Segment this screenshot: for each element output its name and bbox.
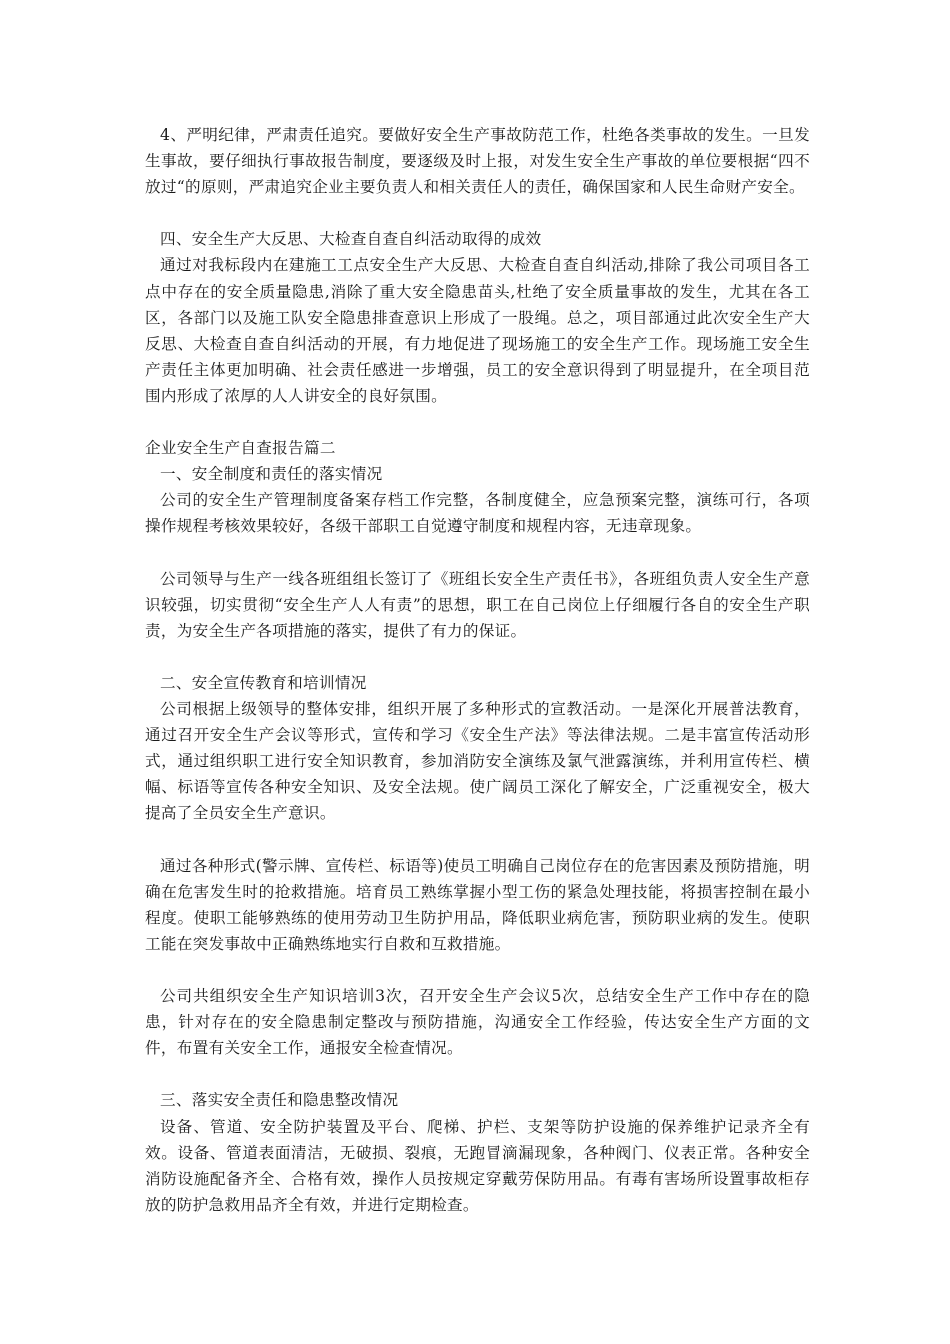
paragraph-warning-signs: 通过各种形式(警示牌、宣传栏、标语等)使员工明确自己岗位存在的危害因素及预防措施，明确在危害发生时的抢救措施。培育员工熟练掌握小型工伤的紧急处理技能，将损害控制在最小程度。使职工能够熟练的使用劳动卫生防护用品，降低职业病危害，预防职业病的发生。使职工能在突发事故中正确熟练地实行自救和互救措施。 — [145, 856, 810, 953]
paragraph-education: 公司根据上级领导的整体安排，组织开展了多种形式的宣教活动。一是深化开展普法教育，通过召开安全生产会议等形式，宣传和学习《安全生产法》等法律法规。二是丰富宣传活动形式，通过组织职工进行安全知识教育，参加消防安全演练及氯气泄露演练，并利用宣传栏、横幅、标语等宣传各种安全知识、及安全法规。使广阔员工深化了解安全，广泛重视安全，极大提高了全员安全生产意识。 — [145, 700, 810, 823]
document-body — [145, 122, 810, 1218]
heading-section-one: 一、安全制度和责任的落实情况 — [160, 465, 383, 484]
paragraph-equipment: 设备、管道、安全防护装置及平台、爬梯、护栏、支架等防护设施的保养维护记录齐全有效。设备、管道表面清洁，无破损、裂痕，无跑冒滴漏现象，各种阀门、仪表正常。各种安全消防设施配备齐全、合格有效，操作人员按规定穿戴劳保防用品。有毒有害场所设置事故柜存放的防护急救用品齐全有效，并进行定期检查。 — [145, 1117, 810, 1214]
spacer — [145, 1061, 810, 1087]
paragraph-results: 通过对我标段内在建施工工点安全生产大反思、大检查自查自纠活动,排除了我公司项目各工点中存在的安全质量隐患,消除了重大安全隐患苗头,杜绝了安全质量事故的发生，尤其在各工区，各部门以及施工队安全隐患排查意识上形成了一股绳。总之，项目部通过此次安全生产大反思、大检查自查自纠活动的开展，有力地促进了现场施工的安全生产工作。现场施工安全生产责任主体更加明确、社会责任感进一步增强，员工的安全意识得到了明显提升，在全项目范围内形成了浓厚的人人讲安全的良好氛围。 — [145, 256, 810, 405]
paragraph-training: 公司共组织安全生产知识培训3次，召开安全生产会议5次，总结安全生产工作中存在的隐患，针对存在的安全隐患制定整改与预防措施，沟通安全工作经验，传达安全生产方面的文件，布置有关安全工作，通报安全检查情况。 — [145, 987, 810, 1058]
spacer — [145, 540, 810, 566]
paragraph-system-filing: 公司的安全生产管理制度备案存档工作完整，各制度健全，应急预案完整，演练可行，各项操作规程考核效果较好，各级干部职工自觉遵守制度和规程内容，无违章现象。 — [145, 491, 810, 536]
spacer — [145, 827, 810, 853]
spacer — [145, 644, 810, 670]
heading-section-three: 三、落实安全责任和隐患整改情况 — [160, 1091, 399, 1110]
heading-section-two: 二、安全宣传教育和培训情况 — [160, 673, 367, 692]
paragraph-responsibility-letter: 公司领导与生产一线各班组组长签订了《班组长安全生产责任书》，各班组负责人安全生产意识较强，切实贯彻“安全生产人人有责”的思想，职工在自己岗位上仔细履行各自的安全生产职责，为安全生产各项措施的落实，提供了有力的保证。 — [145, 569, 810, 640]
spacer — [145, 200, 810, 226]
article-title-part-two: 企业安全生产自查报告篇二 — [145, 439, 336, 458]
spacer — [145, 409, 810, 435]
spacer — [145, 957, 810, 983]
heading-section-four: 四、安全生产大反思、大检查自查自纠活动取得的成效 — [160, 230, 542, 249]
paragraph-discipline: 4、严明纪律，严肃责任追究。要做好安全生产事故防范工作，杜绝各类事故的发生。一旦发生事故，要仔细执行事故报告制度，要逐级及时上报，对发生安全生产事故的单位要根据“四不放过“的原则，严肃追究企业主要负责人和相关责任人的责任，确保国家和人民生命财产安全。 — [145, 126, 810, 197]
